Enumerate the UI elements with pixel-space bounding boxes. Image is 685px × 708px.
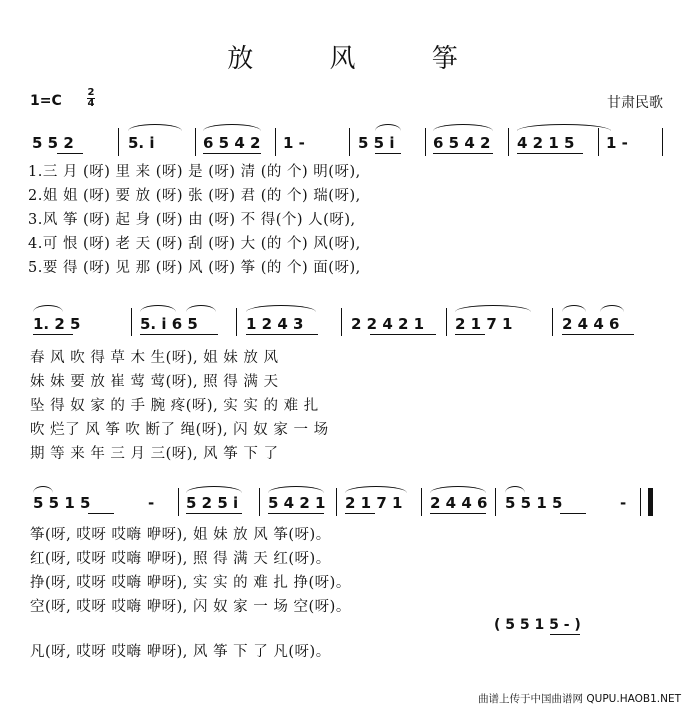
beam-underline (430, 513, 486, 514)
barline (421, 488, 422, 516)
beam-underline (370, 334, 436, 335)
measure-notes: 5 5 2 (32, 134, 74, 152)
lyric-line: 期 等 来 年 三 月 三(呀), 风 筝 下 了 (30, 446, 279, 462)
beam-underline (375, 153, 401, 154)
measure-notes: 5 5 1 5 (33, 494, 91, 512)
barline (236, 308, 237, 336)
measure-notes: 5. i (128, 134, 155, 152)
measure-notes: 6 5 4 2 (433, 134, 491, 152)
lyric-line: 妹 妹 要 放 崔 莺 莺(呀), 照 得 满 天 (30, 374, 279, 390)
barline (259, 488, 260, 516)
beam-underline (268, 513, 324, 514)
lyric-line: 筝(呀, 哎呀 哎嗨 咿呀), 姐 妹 放 风 筝(呀)。 (30, 527, 331, 543)
measure-notes: 6 5 4 2 (203, 134, 261, 152)
slur (128, 124, 182, 131)
barline (662, 128, 663, 156)
beam-underline (203, 153, 261, 154)
slur (455, 305, 531, 312)
lyric-line: 4.可 恨 (呀) 老 天 (呀) 刮 (呀) 大 (的 个) 风(呀), (28, 236, 361, 252)
barline (552, 308, 553, 336)
slur (430, 486, 486, 493)
song-title: 放 风 筝 (227, 44, 492, 74)
barline (336, 488, 337, 516)
barline (349, 128, 350, 156)
barline (446, 308, 447, 336)
slur (375, 124, 401, 131)
measure-notes: 2 1 7 1 (345, 494, 403, 512)
measure-notes: 5. i 6 5 (140, 315, 198, 333)
beam-underline (88, 513, 114, 514)
measure-notes: 5 4 2 1 (268, 494, 326, 512)
measure-notes: 5 2 5 i (186, 494, 239, 512)
measure-notes: 1. 2 5 (33, 315, 81, 333)
key-signature: 1=C (30, 93, 62, 109)
beam-underline (550, 634, 580, 635)
final-barline-thin (640, 488, 641, 516)
barline (275, 128, 276, 156)
beam-underline (562, 334, 634, 335)
measure-notes: 2 4 4 6 (562, 315, 620, 333)
slur (186, 486, 242, 493)
slur (186, 305, 216, 312)
lyric-line: 3.风 筝 (呀) 起 身 (呀) 由 (呀) 不 得(个) 人(呀), (28, 212, 356, 228)
footer-watermark: 曲谱上传于中国曲谱网 QUPU.HAOB1.NET (478, 693, 681, 705)
lyric-line: 吹 烂了 风 筝 吹 断了 绳(呀), 闪 奴 家 一 场 (30, 422, 329, 438)
slur (203, 124, 261, 131)
measure-notes: 1 - (283, 134, 305, 152)
measure-notes: - (620, 494, 627, 512)
slur (345, 486, 407, 493)
slur (505, 486, 525, 493)
measure-notes: 2 2 4 2 1 (351, 315, 425, 333)
barline (195, 128, 196, 156)
measure-notes: 5 5 1 5 (505, 494, 563, 512)
beam-underline (455, 334, 485, 335)
slur (562, 305, 586, 312)
lyric-line: 坠 得 奴 家 的 手 腕 疼(呀), 实 实 的 难 扎 (30, 398, 319, 414)
lyric-line: 红(呀, 哎呀 哎嗨 咿呀), 照 得 满 天 红(呀)。 (30, 551, 331, 567)
time-signature-bottom: 4 (87, 98, 95, 109)
beam-underline (33, 334, 73, 335)
beam-underline (246, 334, 318, 335)
slur (33, 486, 53, 493)
beam-underline (517, 153, 583, 154)
final-barline-thick (648, 488, 653, 516)
beam-underline (186, 513, 242, 514)
time-signature-top: 2 (87, 87, 95, 98)
beam-underline (57, 153, 83, 154)
measure-notes: 1 - (606, 134, 628, 152)
measure-notes: 2 1 7 1 (455, 315, 513, 333)
measure-notes: - (148, 494, 155, 512)
time-signature (87, 88, 95, 109)
slur (246, 305, 316, 312)
barline (341, 308, 342, 336)
song-attribution: 甘肃民歌 (607, 95, 663, 111)
measure-notes: 5 5 i (358, 134, 395, 152)
barline (425, 128, 426, 156)
slur (140, 305, 176, 312)
barline (131, 308, 132, 336)
slur (600, 305, 624, 312)
repeat-notes: ( 5 5 1 5 - ) (494, 617, 581, 633)
slur (268, 486, 324, 493)
lyric-line: 1.三 月 (呀) 里 来 (呀) 是 (呀) 清 (的 个) 明(呀), (28, 164, 361, 180)
barline (598, 128, 599, 156)
beam-underline (140, 334, 218, 335)
lyric-line: 春 风 吹 得 草 木 生(呀), 姐 妹 放 风 (30, 350, 279, 366)
slur (433, 124, 493, 131)
slur (33, 305, 63, 312)
beam-underline (433, 153, 493, 154)
lyric-line: 5.要 得 (呀) 见 那 (呀) 风 (呀) 筝 (的 个) 面(呀), (28, 260, 361, 276)
barline (495, 488, 496, 516)
beam-underline (560, 513, 586, 514)
slur (517, 124, 611, 131)
lyric-line: 挣(呀, 哎呀 哎嗨 咿呀), 实 实 的 难 扎 挣(呀)。 (30, 575, 351, 591)
lyric-line: 2.姐 姐 (呀) 要 放 (呀) 张 (呀) 君 (的 个) 瑞(呀), (28, 188, 361, 204)
measure-notes: 4 2 1 5 (517, 134, 575, 152)
barline (508, 128, 509, 156)
beam-underline (345, 513, 375, 514)
barline (118, 128, 119, 156)
lyric-line: 凡(呀, 哎呀 哎嗨 咿呀), 风 筝 下 了 凡(呀)。 (30, 644, 331, 660)
measure-notes: 2 4 4 6 (430, 494, 488, 512)
barline (178, 488, 179, 516)
lyric-line: 空(呀, 哎呀 哎嗨 咿呀), 闪 奴 家 一 场 空(呀)。 (30, 599, 351, 615)
measure-notes: 1 2 4 3 (246, 315, 304, 333)
